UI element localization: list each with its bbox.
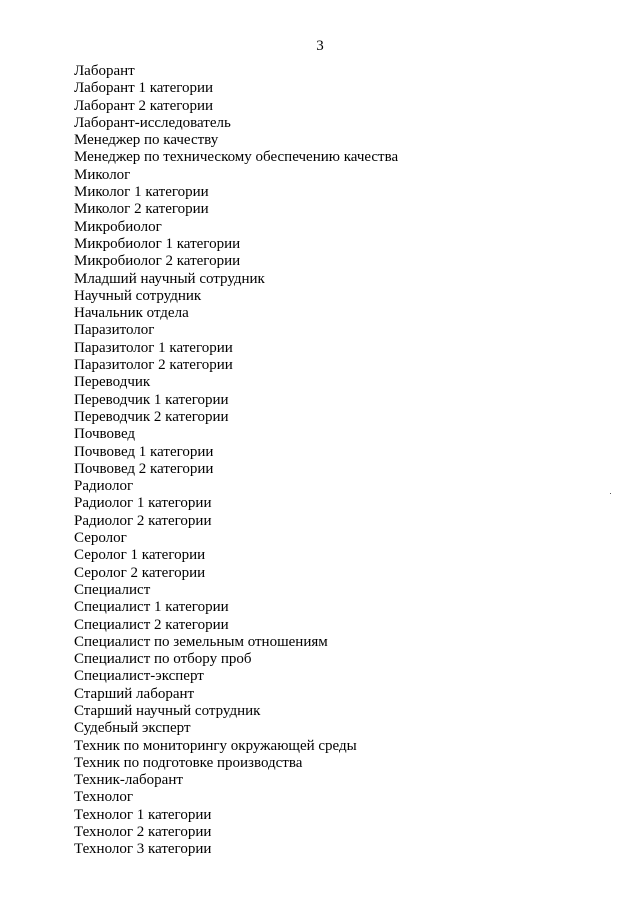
list-item: Менеджер по качеству xyxy=(74,132,219,149)
list-item: Техник по мониторингу окружающей среды xyxy=(74,737,357,754)
list-item: Миколог 1 категории xyxy=(74,184,209,201)
positions-list xyxy=(74,63,398,859)
list-item: Специалист 2 категории xyxy=(74,616,229,633)
list-item: Почвовед xyxy=(74,426,136,443)
list-item: Специалист xyxy=(74,581,151,598)
list-item: Лаборант 2 категории xyxy=(74,97,214,114)
list-item: Менеджер по техническому обеспечению качества xyxy=(74,149,399,166)
list-item: Начальник отдела xyxy=(74,305,189,322)
list-item: Паразитолог 1 категории xyxy=(74,339,233,356)
list-item: Судебный эксперт xyxy=(74,720,191,737)
list-item: Микробиолог 2 категории xyxy=(74,253,241,270)
list-item: Серолог 2 категории xyxy=(74,564,206,581)
list-item: Переводчик xyxy=(74,374,151,391)
list-item: Техник по подготовке производства xyxy=(74,754,303,771)
list-item: Старший научный сотрудник xyxy=(74,702,261,719)
list-item: Серолог xyxy=(74,530,127,547)
list-item: Почвовед 1 категории xyxy=(74,443,214,460)
list-item: Специалист-эксперт xyxy=(74,668,204,685)
list-item: Лаборант 1 категории xyxy=(74,80,214,97)
list-item: Радиолог 2 категории xyxy=(74,512,212,529)
list-item: Научный сотрудник xyxy=(74,287,202,304)
list-item: Технолог 3 категории xyxy=(74,841,212,858)
list-item: Микробиолог 1 категории xyxy=(74,235,241,252)
list-item: Лаборант xyxy=(74,63,135,79)
list-item: Старший лаборант xyxy=(74,685,195,702)
list-item: Радиолог 1 категории xyxy=(74,495,212,512)
list-item: Миколог 2 категории xyxy=(74,201,209,218)
list-item: Микробиолог xyxy=(74,218,162,235)
list-item: Младший научный сотрудник xyxy=(74,270,265,287)
list-item: Миколог xyxy=(74,166,131,183)
list-item: Почвовед 2 категории xyxy=(74,460,214,477)
list-item: Переводчик 1 категории xyxy=(74,391,229,408)
list-item: Паразитолог 2 категории xyxy=(74,357,233,374)
list-item: Специалист по земельным отношениям xyxy=(74,633,328,650)
list-item: Специалист по отбору проб xyxy=(74,651,252,668)
list-item: Серолог 1 категории xyxy=(74,547,206,564)
list-item: Паразитолог xyxy=(74,322,155,339)
list-item: Технолог 2 категории xyxy=(74,824,212,841)
list-item: Радиолог xyxy=(74,478,134,495)
list-item: Переводчик 2 категории xyxy=(74,408,229,425)
page-number: 3 xyxy=(316,38,324,54)
list-item: Специалист 1 категории xyxy=(74,599,229,616)
list-item: Технолог 1 категории xyxy=(74,806,212,823)
scan-speck xyxy=(610,493,611,494)
list-item: Лаборант-исследователь xyxy=(74,114,231,131)
list-item: Техник-лаборант xyxy=(74,772,183,789)
list-item: Технолог xyxy=(74,789,134,806)
